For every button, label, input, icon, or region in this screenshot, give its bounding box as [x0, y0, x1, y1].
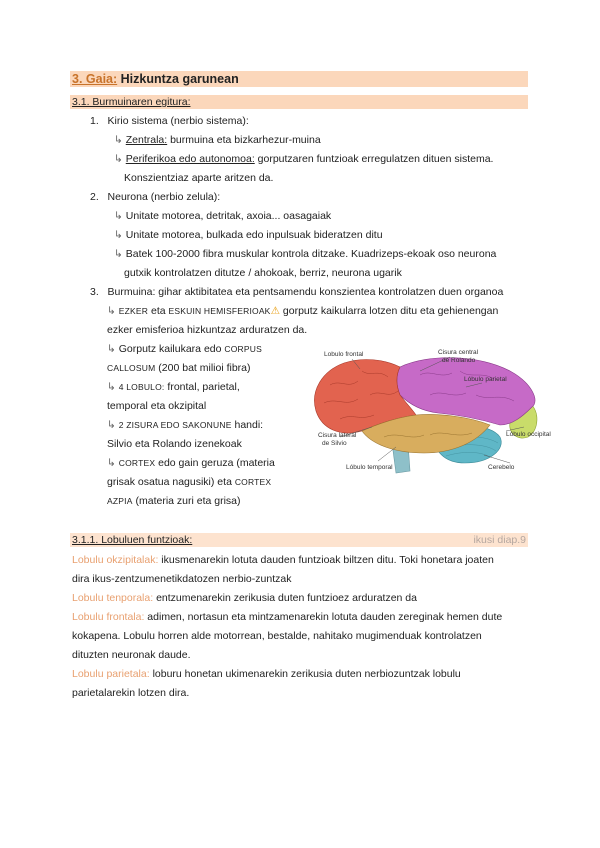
function-text: adimen, nortasun eta mintzamenarekin lotuta dauden zereginak hemen dute — [144, 611, 503, 623]
list-text: Kirio sistema (nerbio sistema): — [107, 115, 249, 127]
sub-text: grisak osatua nagusiki) eta — [107, 476, 235, 488]
sub-text: gorputz kaikularra lotzen ditu eta gehienengan — [279, 305, 499, 317]
list-item — [90, 191, 220, 204]
sub-text: (materia zuri eta grisa) — [132, 495, 241, 507]
function-text-continued: dira ikus-zentzumenetikdatozen nerbio-zuntzak — [72, 573, 292, 585]
sub-item — [107, 381, 240, 394]
smallcaps-text: CORPUS — [224, 344, 262, 354]
label-parietal: Lóbulo parietal — [464, 376, 507, 383]
function-text: entzumenarekin zerikusia duten funtzioez arduratzen da — [153, 592, 417, 604]
label-occipital: Lóbulo occipital — [506, 431, 551, 438]
section-title: 3.1. Burmuinaren egitura: — [72, 96, 191, 108]
function-text: loburu honetan ukimenarekin zerikusia duten nerbiozuntzak lobulu — [149, 668, 461, 680]
sub-text: burmuina eta bizkarhezur-muina — [167, 134, 321, 146]
sub-text-continued — [107, 476, 271, 489]
list-item — [90, 115, 249, 128]
sub-item — [107, 457, 275, 470]
subsection-heading — [70, 533, 528, 547]
label-lateral-2: de Silvio — [322, 440, 347, 447]
sub-text: Unitate motorea, bulkada edo inpulsuak bideratzen ditu — [125, 229, 383, 241]
arrow-icon: ↳ — [114, 229, 123, 241]
brain-diagram — [300, 345, 551, 485]
function-paragraph — [72, 668, 461, 681]
smallcaps-text: 4 LOBULO: — [118, 382, 165, 392]
sub-item — [114, 248, 496, 261]
function-text: ikusmenarekin lotuta dauden funtzioak biltzen ditu. Toki honetara joaten — [158, 554, 494, 566]
list-number: 2. — [90, 191, 99, 203]
section-heading — [70, 95, 528, 109]
sub-text: Unitate motorea, detritak, axoia... oasagaiak — [125, 210, 332, 222]
label-cerebelo: Cerebelo — [488, 464, 515, 471]
function-paragraph — [72, 554, 494, 567]
lobe-label: Lobulu okzipitalak: — [72, 554, 159, 566]
sub-text: handi: — [231, 419, 264, 431]
arrow-icon: ↳ — [107, 419, 116, 431]
function-text-continued: parietalarekin lotzen dira. — [72, 687, 190, 699]
warning-icon: ⚠ — [270, 305, 280, 317]
smallcaps-text: EZKER — [118, 306, 149, 316]
sub-item — [114, 210, 331, 223]
sub-item — [114, 134, 321, 147]
slide-reference: ikusi diap.9 — [473, 534, 526, 546]
label-lateral: Cisura lateral — [318, 432, 357, 439]
smallcaps-text: CALLOSUM — [107, 363, 156, 373]
sub-text-continued: Konszientziaz aparte aritzen da. — [124, 172, 274, 184]
smallcaps-text: CORTEX — [118, 458, 156, 468]
sub-item — [107, 343, 262, 356]
arrow-icon: ↳ — [114, 248, 123, 260]
arrow-icon: ↳ — [107, 457, 116, 469]
function-paragraph — [72, 611, 502, 624]
sub-text: edo gain geruza (materia — [155, 457, 275, 469]
label-central-2: de Rolando — [442, 357, 476, 364]
smallcaps-text: AZPIA — [107, 496, 133, 506]
smallcaps-text: CORTEX — [234, 477, 272, 487]
sub-text-continued: temporal eta okzipital — [107, 400, 207, 412]
page-title — [70, 71, 528, 87]
sub-item — [114, 229, 383, 242]
arrow-icon: ↳ — [107, 343, 116, 355]
subsection-title: 3.1.1. Lobuluen funtzioak: — [72, 534, 193, 546]
smallcaps-text: 2 ZISURA EDO SAKONUNE — [118, 420, 232, 430]
label-frontal: Lobulo frontal — [324, 351, 364, 358]
sub-text-continued: Silvio eta Rolando izenekoak — [107, 438, 242, 450]
sub-text-continued: ezker emisferioa hizkuntzaz arduratzen da. — [107, 324, 308, 336]
smallcaps-text: ESKUIN HEMISFERIOAK — [168, 306, 271, 316]
sub-text-continued — [107, 362, 251, 375]
arrow-icon: ↳ — [114, 134, 123, 146]
sub-text: eta — [148, 305, 169, 317]
sub-label: Periferikoa edo autonomoa: — [125, 153, 255, 165]
sub-text: Batek 100-2000 fibra muskular kontrola ditzake. Kuadrizeps-ekoak oso neurona — [125, 248, 497, 260]
list-number: 3. — [90, 286, 99, 298]
function-text-continued: dituzten neuronak daude. — [72, 649, 191, 661]
lobe-label: Lobulu parietala: — [72, 668, 150, 680]
sub-text: frontal, parietal, — [164, 381, 240, 393]
list-number: 1. — [90, 115, 99, 127]
arrow-icon: ↳ — [114, 210, 123, 222]
sub-text: Gorputz kailukara edo — [118, 343, 225, 355]
list-label: Burmuina: — [107, 286, 156, 298]
sub-label: Zentrala: — [125, 134, 168, 146]
sub-item — [107, 305, 498, 318]
label-central: Cisura central — [438, 349, 479, 356]
sub-text: (200 bat milioi fibra) — [155, 362, 251, 374]
arrow-icon: ↳ — [107, 381, 116, 393]
function-paragraph — [72, 592, 417, 605]
chapter-title: Hizkuntza garunean — [117, 72, 239, 86]
sub-text-continued — [107, 495, 241, 508]
arrow-icon: ↳ — [114, 153, 123, 165]
list-item — [90, 286, 503, 299]
lobe-label: Lobulu tenporala: — [72, 592, 154, 604]
sub-text: gorputzaren funtzioak erregulatzen dituen sistema. — [254, 153, 494, 165]
list-text: Neurona (nerbio zelula): — [107, 191, 221, 203]
arrow-icon: ↳ — [107, 305, 116, 317]
sub-item — [114, 153, 493, 166]
sub-item — [107, 419, 263, 432]
chapter-number: 3. Gaia: — [72, 72, 118, 86]
list-text: gihar aktibitatea eta pentsamendu konszientea kontrolatzen duen organoa — [155, 286, 504, 298]
label-temporal: Lóbulo temporal — [346, 464, 393, 471]
sub-text-continued: gutxik kontrolatzen ditutze / ahokoak, berriz, neurona ugarik — [124, 267, 402, 279]
lobe-label: Lobulu frontala: — [72, 611, 145, 623]
function-text-continued: kokapena. Lobulu horren alde motorrean, bestalde, nahitako mugimenduak kontrolatzen — [72, 630, 482, 642]
